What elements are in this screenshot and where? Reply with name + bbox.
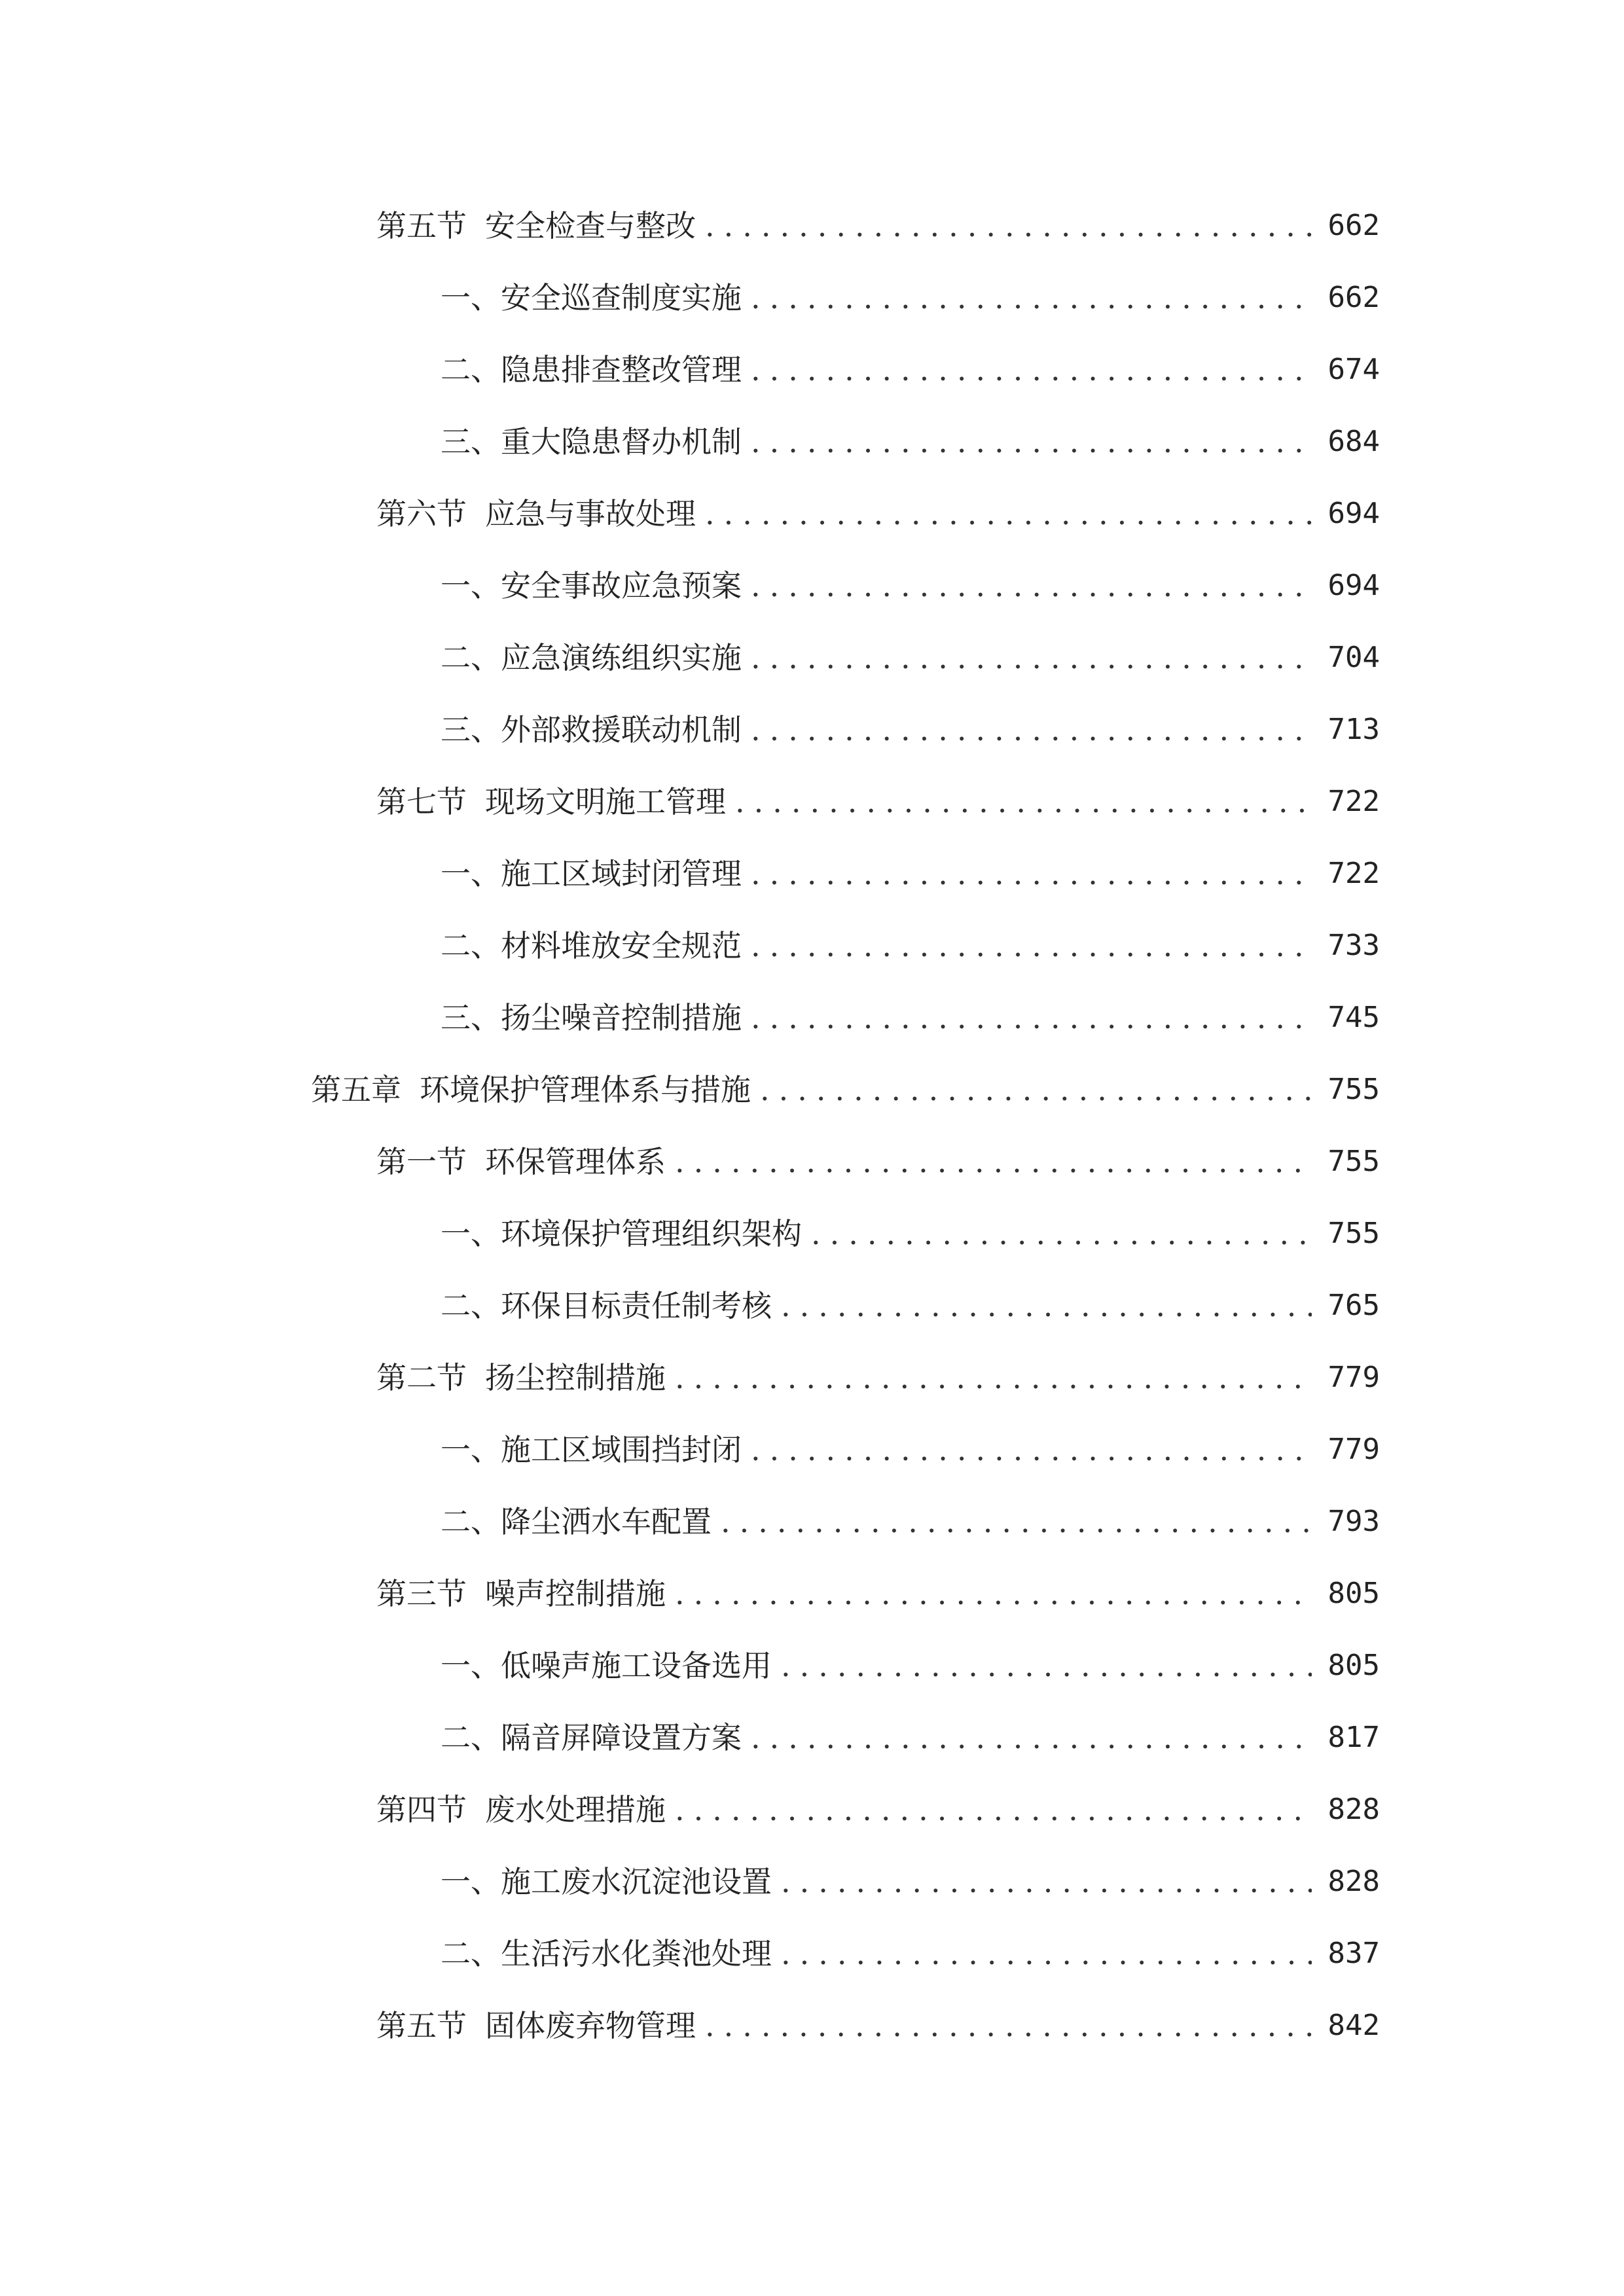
toc-entry-number: 一、 <box>441 1216 501 1251</box>
toc-entry-title: 施工区域封闭管理 <box>501 856 742 891</box>
toc-entry[interactable] <box>0 1774 1624 1846</box>
toc-entry-title: 应急演练组织实施 <box>501 640 742 675</box>
toc-entry-title: 隔音屏障设置方案 <box>501 1720 742 1755</box>
toc-entry-number: 第二节 <box>376 1360 467 1395</box>
toc-entry[interactable] <box>0 190 1624 262</box>
toc-entry-title: 固体废弃物管理 <box>485 2008 696 2043</box>
toc-entry-title: 降尘洒水车配置 <box>501 1504 712 1539</box>
toc-entry[interactable] <box>0 838 1624 910</box>
toc-entry-number: 第四节 <box>376 1792 467 1827</box>
toc-entry-number: 第五节 <box>376 208 467 243</box>
dot-leader <box>735 787 1312 817</box>
toc-entry[interactable] <box>0 550 1624 622</box>
toc-entry-number: 第六节 <box>376 496 467 531</box>
toc-entry-page: 674 <box>1327 353 1380 386</box>
dot-leader <box>675 1795 1312 1825</box>
dot-leader <box>781 1651 1312 1681</box>
toc-entry-title: 环境保护管理体系与措施 <box>420 1072 751 1107</box>
dot-leader <box>751 283 1312 313</box>
toc-entry-title: 环境保护管理组织架构 <box>501 1216 802 1251</box>
toc-entry[interactable] <box>0 1990 1624 2062</box>
dot-leader <box>751 859 1312 889</box>
toc-entry[interactable] <box>0 1846 1624 1918</box>
toc-entry-page: 722 <box>1327 785 1380 818</box>
toc-entry-page: 745 <box>1327 1001 1380 1034</box>
toc-entry-title: 重大隐患督办机制 <box>501 424 742 459</box>
toc-entry-title: 安全巡查制度实施 <box>501 280 742 315</box>
toc-entry-number: 一、 <box>441 568 501 603</box>
toc-entry[interactable] <box>0 622 1624 694</box>
toc-entry-number: 一、 <box>441 1432 501 1467</box>
toc-entry[interactable] <box>0 1702 1624 1774</box>
toc-entry[interactable] <box>0 982 1624 1054</box>
toc-entry-page: 828 <box>1327 1865 1380 1898</box>
toc-entry[interactable] <box>0 262 1624 334</box>
toc-entry-page: 842 <box>1327 2009 1380 2042</box>
toc-entry-number: 一、 <box>441 1648 501 1683</box>
dot-leader <box>705 499 1312 529</box>
toc-entry-number: 三、 <box>441 424 501 459</box>
toc-entry-title: 低噪声施工设备选用 <box>501 1648 772 1683</box>
dot-leader <box>751 355 1312 385</box>
toc-entry-page: 793 <box>1327 1505 1380 1538</box>
toc-entry[interactable] <box>0 1630 1624 1702</box>
toc-entry[interactable] <box>0 478 1624 550</box>
toc-entry-title: 外部救援联动机制 <box>501 712 742 747</box>
toc-entry-number: 一、 <box>441 856 501 891</box>
toc-entry-title: 环保管理体系 <box>485 1144 666 1179</box>
toc-entry-title: 废水处理措施 <box>485 1792 666 1827</box>
dot-leader <box>781 1291 1312 1321</box>
dot-leader <box>751 1723 1312 1753</box>
toc-entry-number: 二、 <box>441 1288 501 1323</box>
dot-leader <box>781 1939 1312 1969</box>
toc-entry-title: 材料堆放安全规范 <box>501 928 742 963</box>
dot-leader <box>721 1507 1312 1537</box>
toc-entry-page: 805 <box>1327 1577 1380 1610</box>
toc-entry[interactable] <box>0 1486 1624 1558</box>
dot-leader <box>675 1147 1312 1177</box>
toc-entry[interactable] <box>0 1918 1624 1990</box>
toc-entry-page: 755 <box>1327 1073 1380 1106</box>
toc-entry-number: 三、 <box>441 712 501 747</box>
dot-leader <box>760 1075 1312 1105</box>
dot-leader <box>705 211 1312 241</box>
toc-entry-title: 噪声控制措施 <box>485 1576 666 1611</box>
toc-entry-page: 779 <box>1327 1433 1380 1466</box>
toc-entry[interactable] <box>0 1054 1624 1126</box>
dot-leader <box>751 571 1312 601</box>
toc-entry-title: 施工区域围挡封闭 <box>501 1432 742 1467</box>
toc-entry-title: 隐患排查整改管理 <box>501 352 742 387</box>
toc-entry-number: 三、 <box>441 1000 501 1035</box>
toc-entry-title: 安全检查与整改 <box>485 208 696 243</box>
toc-entry-page: 765 <box>1327 1289 1380 1322</box>
toc-entry[interactable] <box>0 334 1624 406</box>
toc-entry-number: 二、 <box>441 928 501 963</box>
toc-entry-page: 662 <box>1327 209 1380 242</box>
toc-entry-page: 694 <box>1327 569 1380 602</box>
toc-entry-number: 第五章 <box>311 1072 401 1107</box>
dot-leader <box>751 931 1312 961</box>
toc-entry-number: 二、 <box>441 1936 501 1971</box>
toc-entry-page: 722 <box>1327 857 1380 890</box>
toc-entry-page: 684 <box>1327 425 1380 458</box>
toc-entry[interactable] <box>0 694 1624 766</box>
dot-leader <box>751 1003 1312 1033</box>
toc-entry-number: 一、 <box>441 1864 501 1899</box>
dot-leader <box>751 715 1312 745</box>
toc-entry-title: 施工废水沉淀池设置 <box>501 1864 772 1899</box>
toc-entry[interactable] <box>0 766 1624 838</box>
toc-entry-page: 662 <box>1327 281 1380 314</box>
toc-entry[interactable] <box>0 1558 1624 1630</box>
toc-entry-title: 扬尘控制措施 <box>485 1360 666 1395</box>
toc-entry-page: 779 <box>1327 1361 1380 1394</box>
toc-entry-page: 704 <box>1327 641 1380 674</box>
dot-leader <box>811 1219 1312 1249</box>
toc-entry-number: 第五节 <box>376 2008 467 2043</box>
toc-entry-page: 805 <box>1327 1649 1380 1682</box>
dot-leader <box>751 427 1312 457</box>
toc-entry-number: 二、 <box>441 640 501 675</box>
dot-leader <box>705 2011 1312 2041</box>
dot-leader <box>675 1363 1312 1393</box>
toc-entry-page: 733 <box>1327 929 1380 962</box>
toc-entry-title: 扬尘噪音控制措施 <box>501 1000 742 1035</box>
toc-entry-page: 837 <box>1327 1937 1380 1970</box>
toc-entry-number: 二、 <box>441 1720 501 1755</box>
table-of-contents <box>0 190 1624 2062</box>
toc-entry[interactable] <box>0 1198 1624 1270</box>
toc-entry-number: 第一节 <box>376 1144 467 1179</box>
dot-leader <box>751 1435 1312 1465</box>
dot-leader <box>781 1867 1312 1897</box>
toc-entry-title: 生活污水化粪池处理 <box>501 1936 772 1971</box>
toc-entry-page: 755 <box>1327 1217 1380 1250</box>
toc-entry-title: 安全事故应急预案 <box>501 568 742 603</box>
toc-entry-page: 713 <box>1327 713 1380 746</box>
toc-entry-page: 755 <box>1327 1145 1380 1178</box>
toc-entry-title: 现场文明施工管理 <box>485 784 726 819</box>
toc-entry-page: 817 <box>1327 1721 1380 1754</box>
toc-entry-number: 二、 <box>441 352 501 387</box>
toc-entry[interactable] <box>0 1414 1624 1486</box>
toc-entry-title: 应急与事故处理 <box>485 496 696 531</box>
toc-entry-number: 二、 <box>441 1504 501 1539</box>
toc-entry-page: 694 <box>1327 497 1380 530</box>
toc-entry[interactable] <box>0 910 1624 982</box>
toc-entry-number: 第三节 <box>376 1576 467 1611</box>
toc-entry[interactable] <box>0 1126 1624 1198</box>
toc-entry[interactable] <box>0 406 1624 478</box>
dot-leader <box>751 643 1312 673</box>
toc-entry-title: 环保目标责任制考核 <box>501 1288 772 1323</box>
toc-entry-number: 一、 <box>441 280 501 315</box>
toc-entry-page: 828 <box>1327 1793 1380 1826</box>
toc-entry[interactable] <box>0 1270 1624 1342</box>
toc-entry[interactable] <box>0 1342 1624 1414</box>
toc-entry-number: 第七节 <box>376 784 467 819</box>
dot-leader <box>675 1579 1312 1609</box>
